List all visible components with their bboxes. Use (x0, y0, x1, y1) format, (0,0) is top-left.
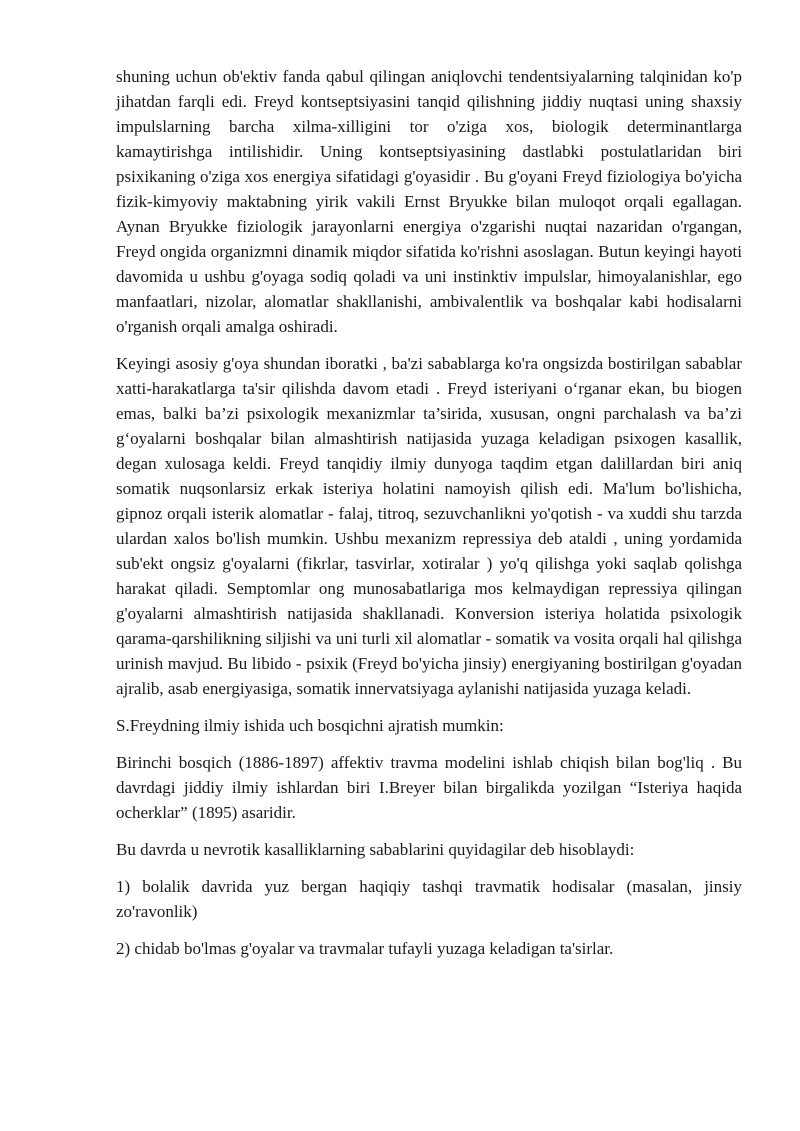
paragraph-repression-hysteria: Keyingi asosiy g'oya shundan iboratki , ba'zi sabablarga ko'ra ongsizda bostirilgan sabablar xatti-harakatlarga ta'sir qilishda davom etadi . Freyd isteriyani o‘rganar ekan, bu biogen emas, balki ba’zi psixologik mexanizmlar ta’sirida, xususan, ongni parchalash va ba’zi g‘oyalarni boshqalar bilan almashtirish natijasida yuzaga keladigan psixogen kasallik, degan xulosaga keldi. Freyd tanqidiy ilmiy dunyoga taqdim etgan dalillardan biri aniq somatik nuqsonlarsiz erkak isteriya holatini namoyish qilish edi. Ma'lum bo'lishicha, gipnoz orqali isterik alomatlar - falaj, titroq, sezuvchanlikni yo'qotish - va xuddi shu tarzda ulardan xalos bo'lish mumkin. Ushbu mexanizm repressiya deb ataldi , uning yordamida sub'ekt ongsiz g'oyalarni (fikrlar, tasvirlar, xotiralar ) yo'q qilishga yoki saqlab qolishga harakat qiladi. Semptomlar ong munosabatlariga mos kelmaydigan repressiya qilingan g'oyalarni almashtirish natijasida shakllanadi. Konversion isteriya holatida psixologik qarama-qarshilikning siljishi va uni turli xil alomatlar - somatik va vosita orqali hal qilishga urinish mavjud. Bu libido - psixik (Freyd bo'yicha jinsiy) energiyaning bostirilgan g'oyadan ajralib, asab energiyasiga, somatik innervatsiyaga aylanishi natijasida yuzaga keladi. (116, 354, 742, 698)
paragraph-first-stage: Birinchi bosqich (1886-1897) affektiv travma modelini ishlab chiqish bilan bog'liq . Bu davrdagi jiddiy ilmiy ishlardan biri I.Breyer bilan birgalikda yozilgan “Isteriya haqida ocherklar” (1895) asaridir. (116, 753, 742, 822)
paragraph-freud-energy-concept: shuning uchun ob'ektiv fanda qabul qilingan aniqlovchi tendentsiyalarning talqinidan ko'p jihatdan farqli edi. Freyd kontseptsiyasini tanqid qilishning jiddiy nuqtasi uning shaxsiy impulslarning barcha xilma-xilligini tor o'ziga xos, biologik determinantlarga kamaytirishga intilishidir. Uning kontseptsiyasining dastlabki postulatlaridan biri psixikaning o'ziga xos energiya sifatidagi g'oyasidir . Bu g'oyani Freyd fiziologiya bo'yicha fizik-kimyoviy maktabning yirik vakili Ernst Bryukke bilan muloqot orqali egallagan. Aynan Bryukke fiziologik jarayonlarni energiya o'zgarishi nuqtai nazaridan o'rgangan, Freyd ongida organizmni dinamik miqdor sifatida ko'rishni asoslagan. Butun keyingi hayoti davomida u ushbu g'oyaga sodiq qoladi va uni instinktiv impulslar, himoyalanishlar, ego manfaatlari, nizolar, alomatlar shakllanishi, ambivalentlik va boshqalar kabi hodisalarni o'rganish orqali amalga oshiradi. (116, 67, 742, 336)
paragraph-causes-intro: Bu davrda u nevrotik kasalliklarning sabablarini quyidagilar deb hisoblaydi: (116, 840, 635, 859)
list-item-cause-2: 2) chidab bo'lmas g'oyalar va travmalar tufayli yuzaga keladigan ta'sirlar. (116, 939, 614, 958)
document-page (116, 64, 742, 973)
paragraph-three-stages-intro: S.Freydning ilmiy ishida uch bosqichni ajratish mumkin: (116, 716, 504, 735)
list-item-cause-1: 1) bolalik davrida yuz bergan haqiqiy tashqi travmatik hodisalar (masalan, jinsiy zo'ravonlik) (116, 877, 742, 921)
